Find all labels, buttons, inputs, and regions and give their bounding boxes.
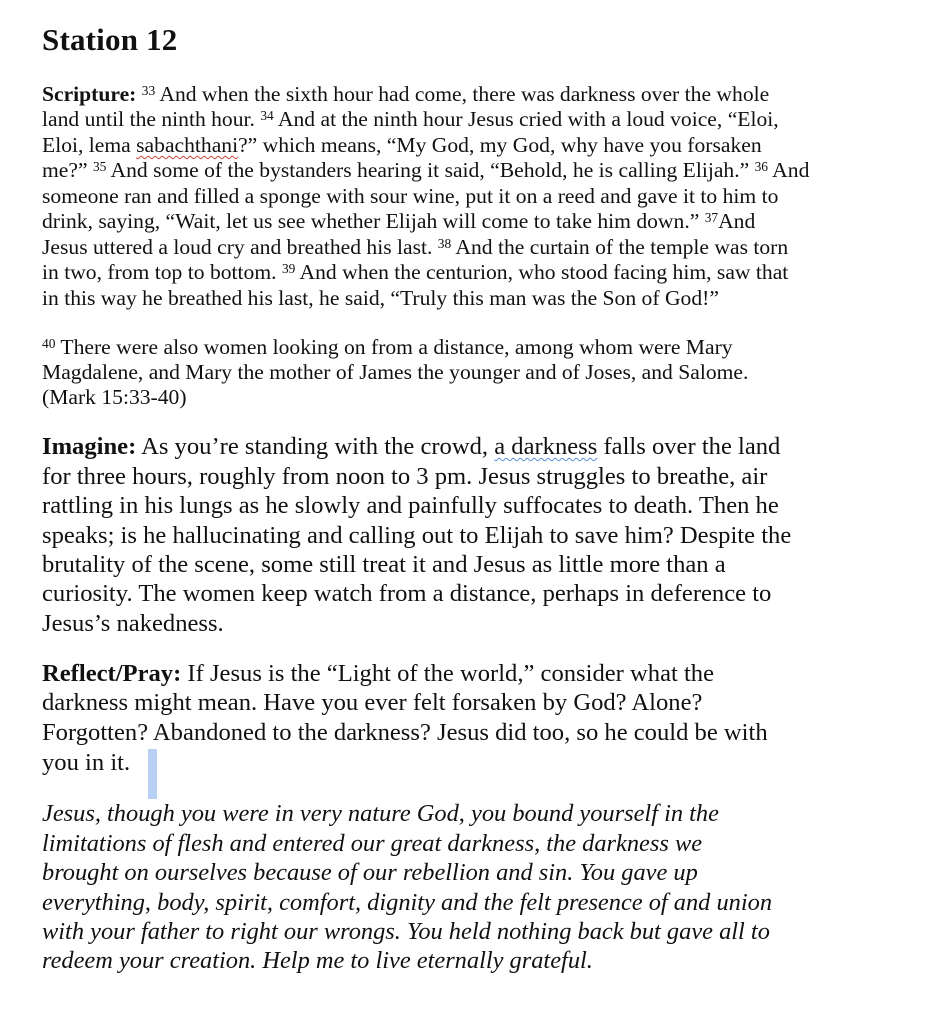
scripture-line: in this way he breathed his last, he said, “Truly this man was the Son of God!” [42,286,719,310]
prayer-line: everything, body, spirit, comfort, dignity and the felt presence of and union [42,889,773,916]
verse-number: 36 [754,158,768,174]
prayer-line: brought on ourselves because of our rebellion and sin. You gave up [42,859,698,886]
scripture-reference: (Mark 15:33-40) [42,385,187,409]
scripture-text: And [718,209,756,233]
scripture-line [42,133,762,158]
scripture-text: And the curtain of the temple was torn [451,235,789,259]
scripture-text: land until the ninth hour. [42,107,261,131]
reflect-line: Forgotten? Abandoned to the darkness? Jesus did too, so he could be with [42,719,768,746]
spelling-flag[interactable]: sabachthani [136,133,239,157]
scripture-line [42,158,809,183]
verse-number: 38 [437,235,452,251]
imagine-line: rattling in his lungs as he slowly and painfully suffocates to death. Then he [42,492,779,519]
reflect-label: Reflect/Pray: [42,660,182,687]
prayer-line: limitations of flesh and entered our great darkness, the darkness we [42,830,703,857]
verse-number: 37 [704,209,719,225]
imagine-line [42,433,780,461]
scripture-text: And [767,158,810,182]
reflect-line: you in it. [42,749,131,776]
scripture-line [42,235,788,260]
imagine-line: brutality of the scene, some still treat it and Jesus as little more than a [42,551,726,578]
verse-number: 34 [260,107,274,123]
scripture-line [42,107,779,132]
scripture-line: someone ran and filled a sponge with sour wine, put it on a reed and gave it to him to [42,184,779,208]
verse-line [42,335,733,360]
scripture-text: Jesus uttered a loud cry and breathed his last. [42,235,438,259]
scripture-line [42,209,755,234]
verse-line: Magdalene, and Mary the mother of James the younger and of Joses, and Salome. [42,360,749,384]
page-title: Station 12 [42,22,178,57]
imagine-text: falls over the land [597,433,781,460]
prayer-line: with your father to right our wrongs. You held nothing back but gave all to [42,918,770,945]
reflect-line [42,660,714,688]
scripture-text: ?” which means, “My God, my God, why have you forsaken [238,133,762,157]
text-cursor [148,749,157,799]
verse-text: There were also women looking on from a distance, among whom were Mary [55,335,733,359]
scripture-text: me?” [42,158,93,182]
scripture-text: And at the ninth hour Jesus cried with a loud voice, “Eloi, [273,107,779,131]
imagine-line: curiosity. The women keep watch from a distance, perhaps in deference to [42,580,772,607]
scripture-line [42,260,788,285]
reflect-line: darkness might mean. Have you ever felt forsaken by God? Alone? [42,689,703,716]
imagine-label: Imagine: [42,433,137,460]
reflect-text: If Jesus is the “Light of the world,” consider what the [181,660,715,687]
scripture-text: And some of the bystanders hearing it said, “Behold, he is calling Elijah.” [106,158,755,182]
verse-number: 39 [281,260,296,276]
scripture-text: And when the centurion, who stood facing him, saw that [295,260,789,284]
scripture-text: Eloi, lema [42,133,137,157]
verse-number: 33 [141,82,156,98]
scripture-text: in two, from top to bottom. [42,260,282,284]
scripture-text: And when the sixth hour had come, there was darkness over the whole [155,82,770,106]
verse-number: 40 [42,335,56,351]
verse-number: 35 [92,158,107,174]
prayer-line: Jesus, though you were in very nature God, you bound yourself in the [42,800,719,827]
imagine-line: for three hours, roughly from noon to 3 pm. Jesus struggles to breathe, air [42,463,768,490]
scripture-line [42,82,769,107]
grammar-flag[interactable]: a darkness [494,433,598,460]
scripture-text: drink, saying, “Wait, let us see whether Elijah will come to take him down.” [42,209,705,233]
scripture-label: Scripture: [42,82,137,106]
prayer-line: redeem your creation. Help me to live eternally grateful. [42,947,593,974]
imagine-text: As you’re standing with the crowd, [136,433,495,460]
imagine-line: speaks; is he hallucinating and calling out to Elijah to save him? Despite the [42,522,792,549]
imagine-line: Jesus’s nakedness. [42,610,224,637]
